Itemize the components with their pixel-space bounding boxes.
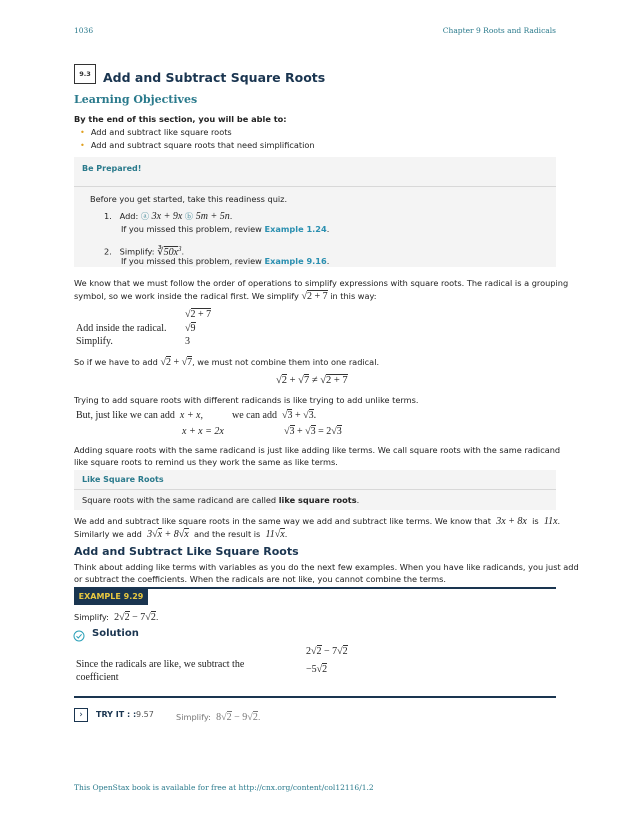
- objectives-heading: Learning Objectives: [74, 93, 198, 106]
- solution-result: −5√2: [306, 664, 328, 675]
- step-label: Add inside the radical.: [76, 323, 167, 334]
- like-square-roots-definition: Square roots with the same radicand are called like square roots.: [82, 495, 360, 505]
- check-circle-icon: [73, 627, 85, 646]
- objective-item: • Add and subtract like square roots: [80, 127, 232, 137]
- panel-divider: [74, 186, 556, 187]
- step-expr: √9: [185, 323, 196, 334]
- chapter-title: Chapter 9 Roots and Radicals: [442, 26, 556, 35]
- paragraph-line: symbol, so we work inside the radical first. We simplify √2 + 7 in this way:: [74, 291, 377, 302]
- quiz-question-1: 1. Add: ⓐ 3x + 9x ⓑ 5m + 5n.: [104, 211, 233, 222]
- paragraph-line: like square roots to remind us they work the same as like terms.: [74, 457, 338, 467]
- solution-expr: 2√2 − 7√2: [306, 646, 348, 657]
- section-number-badge: 9.3: [74, 64, 96, 84]
- chevron-right-icon[interactable]: ›: [74, 708, 88, 722]
- be-prepared-intro: Before you get started, take this readiness quiz.: [90, 194, 288, 204]
- objectives-intro: By the end of this section, you will be able to:: [74, 114, 287, 124]
- example-bottom-rule: [74, 696, 556, 698]
- step-expr: 3: [185, 336, 190, 347]
- paragraph-line: Think about adding like terms with variables as you do the next few examples. When you have like radicands, you just add: [74, 562, 579, 572]
- paragraph-line: Trying to add square roots with different radicands is like trying to add unlike terms.: [74, 395, 419, 405]
- compare-right-result: √3 + √3 = 2√3: [284, 426, 342, 437]
- example-label: EXAMPLE 9.29: [74, 589, 148, 605]
- bullet-icon: •: [80, 127, 85, 137]
- page-number: 1036: [74, 26, 94, 35]
- subsection-title: Add and Subtract Like Square Roots: [74, 545, 299, 558]
- example-link[interactable]: Example 9.16: [264, 256, 327, 266]
- box-divider: [74, 489, 556, 490]
- try-it-prompt: Simplify: 8√2 − 9√2.: [176, 712, 261, 723]
- paragraph-line: Adding square roots with the same radicand is just like adding like terms. We call square roots with the same radicand: [74, 445, 561, 455]
- quiz-review-1: If you missed this problem, review Example 1.24.: [121, 224, 330, 234]
- bullet-icon: •: [80, 140, 85, 150]
- compare-left-result: x + x = 2x: [182, 426, 224, 437]
- example-prompt: Simplify: 2√2 − 7√2.: [74, 612, 159, 623]
- section-title: Add and Subtract Square Roots: [103, 70, 326, 85]
- be-prepared-title: Be Prepared!: [82, 164, 142, 173]
- example-link[interactable]: Example 1.24: [264, 224, 327, 234]
- paragraph-line: We add and subtract like square roots in the same way we add and subtract like terms. We know that 3x + 8x is 11x.: [74, 516, 561, 527]
- solution-explanation: Since the radicals are like, we subtract the coefficient: [76, 659, 245, 683]
- compare-right: we can add √3 + √3.: [232, 410, 317, 421]
- step-expr: √2 + 7: [185, 309, 212, 320]
- objective-item: • Add and subtract square roots that need simplification: [80, 140, 315, 150]
- paragraph-line: So if we have to add √2 + √7, we must not combine them into one radical.: [74, 357, 380, 368]
- solution-heading: Solution: [92, 628, 139, 639]
- try-it-label: TRY IT : :: [96, 710, 137, 719]
- paragraph-line: Similarly we add 3√x + 8√x and the result is 11√x.: [74, 529, 288, 540]
- step-label: Simplify.: [76, 336, 113, 347]
- inequality-expr: √2 + √7 ≠ √2 + 7: [276, 375, 348, 386]
- paragraph-line: We know that we must follow the order of operations to simplify expressions with square roots. The radical is a grouping: [74, 278, 569, 288]
- like-square-roots-title: Like Square Roots: [82, 475, 164, 484]
- compare-left: But, just like we can add x + x,: [76, 410, 203, 421]
- quiz-review-2: If you missed this problem, review Example 9.16.: [121, 256, 330, 266]
- try-it-number: 9.57: [136, 710, 154, 719]
- paragraph-line: or subtract the coefficients. When the radicals are not like, you cannot combine the terms.: [74, 574, 446, 584]
- quiz-question-2: 2. Simplify: $∛50x^3$.: [104, 245, 185, 258]
- footer-text: This OpenStax book is available for free at http://cnx.org/content/col12116/1.2: [74, 783, 374, 792]
